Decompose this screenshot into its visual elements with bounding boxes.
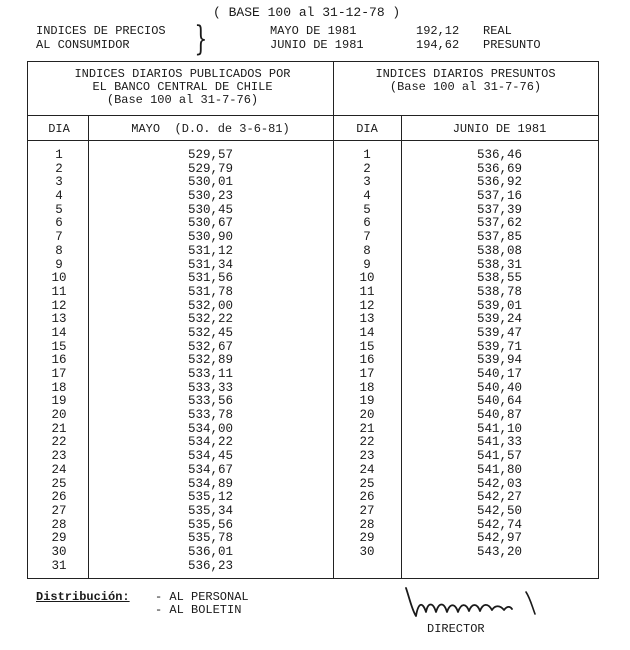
june-value: 194,62 <box>416 38 460 52</box>
distribution-item-boletin: - AL BOLETIN <box>155 603 242 617</box>
june-day-cell: 5 <box>363 202 371 217</box>
may-index-cell: 533,33 <box>187 380 233 395</box>
may-index-cell: 531,78 <box>187 284 233 299</box>
may-day-cell: 22 <box>51 435 67 450</box>
may-day-cell: 27 <box>51 503 67 518</box>
may-index-cell: 534,45 <box>187 449 233 464</box>
june-day-cell: 6 <box>363 216 371 231</box>
may-value-column <box>88 149 333 573</box>
may-day-cell: 18 <box>51 380 67 395</box>
june-index-cell: 537,62 <box>476 216 522 231</box>
may-day-cell: 4 <box>55 189 63 204</box>
may-label: MAYO DE 1981 <box>270 24 357 38</box>
june-index-cell: 539,71 <box>476 339 522 354</box>
june-index-cell: 536,46 <box>476 148 522 162</box>
may-index-cell: 535,12 <box>187 490 233 505</box>
may-index-cell: 534,00 <box>187 421 233 436</box>
may-index-cell: 529,79 <box>187 161 233 176</box>
june-day-cell: 12 <box>359 298 375 313</box>
june-day-cell: 19 <box>359 394 375 409</box>
may-index-cell: 535,78 <box>187 531 233 546</box>
may-index-cell: 530,01 <box>187 175 233 190</box>
table-left-border <box>27 61 28 579</box>
june-day-cell: 18 <box>359 380 375 395</box>
june-kind: PRESUNTO <box>483 38 541 52</box>
column-header-mayo: MAYO (D.O. de 3-6-81) <box>131 122 290 136</box>
june-index-cell: 540,64 <box>476 394 522 409</box>
may-index-cell: 531,56 <box>187 271 233 286</box>
may-day-cell: 21 <box>51 421 67 436</box>
june-index-cell: 539,94 <box>476 353 522 368</box>
june-day-cell: 13 <box>359 312 375 327</box>
june-day-cell: 17 <box>359 367 375 381</box>
may-index-cell: 534,67 <box>187 462 233 477</box>
may-day-cell: 7 <box>55 230 63 245</box>
june-day-cell: 22 <box>359 435 375 450</box>
may-index-cell: 530,67 <box>187 216 233 231</box>
june-index-cell: 542,74 <box>476 517 522 532</box>
may-index-cell: 530,90 <box>187 230 233 245</box>
june-index-cell: 538,31 <box>476 257 522 272</box>
right-heading-line2: (Base 100 al 31-7-76) <box>389 80 542 94</box>
june-day-cell: 2 <box>363 161 371 176</box>
director-label: DIRECTOR <box>427 622 485 636</box>
may-index-cell: 530,23 <box>187 189 233 204</box>
june-day-cell: 30 <box>359 544 375 559</box>
table-right-border <box>598 61 599 579</box>
may-index-cell: 532,89 <box>187 353 233 368</box>
may-day-cell: 25 <box>51 476 67 491</box>
may-index-cell: 532,67 <box>187 339 233 354</box>
june-day-cell: 15 <box>359 339 375 354</box>
may-index-cell: 533,78 <box>187 408 233 423</box>
right-heading-line1: INDICES DIARIOS PRESUNTOS <box>375 67 556 81</box>
june-index-cell: 541,80 <box>476 462 522 477</box>
left-heading-line1: INDICES DIARIOS PUBLICADOS POR <box>74 67 291 81</box>
may-index-cell: 532,22 <box>187 312 233 327</box>
june-index-cell: 538,08 <box>476 243 522 258</box>
may-day-cell: 12 <box>51 298 67 313</box>
june-index-cell: 542,03 <box>476 476 522 491</box>
june-day-cell: 8 <box>363 243 371 258</box>
may-day-cell: 30 <box>51 544 67 559</box>
june-index-cell: 536,69 <box>476 161 522 176</box>
june-day-cell: 26 <box>359 490 375 505</box>
may-day-cell: 6 <box>55 216 63 231</box>
may-day-cell: 16 <box>51 353 67 368</box>
may-day-cell: 15 <box>51 339 67 354</box>
may-index-cell: 533,56 <box>187 394 233 409</box>
june-day-cell: 20 <box>359 408 375 423</box>
may-kind: REAL <box>483 24 512 38</box>
may-day-cell: 3 <box>55 175 63 190</box>
may-day-cell: 26 <box>51 490 67 505</box>
june-index-cell: 537,39 <box>476 202 522 217</box>
may-day-cell: 1 <box>55 148 63 162</box>
may-day-cell: 31 <box>51 558 67 573</box>
base-title: ( BASE 100 al 31-12-78 ) <box>213 5 401 20</box>
may-day-cell: 20 <box>51 408 67 423</box>
may-index-cell: 536,23 <box>187 558 233 573</box>
distribution-label: Distribución: <box>36 590 130 604</box>
left-heading-line3: (Base 100 al 31-7-76) <box>106 93 259 107</box>
june-day-cell: 9 <box>363 257 371 272</box>
june-day-cell: 23 <box>359 449 375 464</box>
june-index-cell: 542,27 <box>476 490 522 505</box>
may-index-cell: 534,89 <box>187 476 233 491</box>
june-day-cell: 21 <box>359 421 375 436</box>
column-header-dia-june: DIA <box>356 122 378 136</box>
june-index-cell: 538,55 <box>476 271 522 286</box>
june-label: JUNIO DE 1981 <box>270 38 364 52</box>
may-value: 192,12 <box>416 24 460 38</box>
may-day-cell: 9 <box>55 257 63 272</box>
june-day-cell: 11 <box>359 284 375 299</box>
may-index-cell: 536,01 <box>187 544 233 559</box>
table-column-header-divider <box>27 140 599 141</box>
may-day-column <box>30 149 88 573</box>
june-day-cell: 28 <box>359 517 375 532</box>
table-top-border <box>27 61 599 62</box>
june-index-cell: 536,92 <box>476 175 522 190</box>
may-index-cell: 533,11 <box>187 367 233 381</box>
may-day-cell: 10 <box>51 271 67 286</box>
june-index-cell: 541,33 <box>476 435 522 450</box>
june-day-cell: 25 <box>359 476 375 491</box>
may-day-cell: 17 <box>51 367 67 381</box>
june-day-cell: 1 <box>363 148 371 162</box>
june-day-cell: 7 <box>363 230 371 245</box>
june-index-cell: 541,10 <box>476 421 522 436</box>
may-index-cell: 531,34 <box>187 257 233 272</box>
index-label-line1: INDICES DE PRECIOS <box>36 24 166 38</box>
may-day-cell: 5 <box>55 202 63 217</box>
left-heading-line2: EL BANCO CENTRAL DE CHILE <box>92 80 273 94</box>
june-day-cell: 3 <box>363 175 371 190</box>
june-day-column <box>333 149 401 560</box>
june-index-cell: 543,20 <box>476 544 522 559</box>
may-day-cell: 13 <box>51 312 67 327</box>
june-index-cell: 537,16 <box>476 189 522 204</box>
june-index-cell: 542,50 <box>476 503 522 518</box>
may-day-cell: 19 <box>51 394 67 409</box>
distribution-item-personal: - AL PERSONAL <box>155 590 249 604</box>
june-day-cell: 29 <box>359 531 375 546</box>
june-index-cell: 540,17 <box>476 367 522 381</box>
may-day-cell: 23 <box>51 449 67 464</box>
director-signature <box>400 578 560 626</box>
june-index-cell: 542,97 <box>476 531 522 546</box>
june-index-cell: 538,78 <box>476 284 522 299</box>
may-day-cell: 28 <box>51 517 67 532</box>
june-day-cell: 27 <box>359 503 375 518</box>
june-index-cell: 537,85 <box>476 230 522 245</box>
june-day-cell: 14 <box>359 325 375 340</box>
may-day-cell: 29 <box>51 531 67 546</box>
june-day-cell: 10 <box>359 271 375 286</box>
june-day-cell: 24 <box>359 462 375 477</box>
may-index-cell: 531,12 <box>187 243 233 258</box>
may-day-cell: 8 <box>55 243 63 258</box>
brace-mark: } <box>194 19 208 59</box>
june-index-cell: 539,01 <box>476 298 522 313</box>
june-index-cell: 539,47 <box>476 325 522 340</box>
may-index-cell: 532,00 <box>187 298 233 313</box>
may-index-cell: 535,56 <box>187 517 233 532</box>
june-index-cell: 540,40 <box>476 380 522 395</box>
may-index-cell: 535,34 <box>187 503 233 518</box>
may-day-cell: 14 <box>51 325 67 340</box>
may-index-cell: 529,57 <box>187 148 233 162</box>
may-day-cell: 11 <box>51 284 67 299</box>
column-header-junio: JUNIO DE 1981 <box>452 122 547 136</box>
table-header-divider <box>27 115 599 116</box>
may-index-cell: 534,22 <box>187 435 233 450</box>
may-day-cell: 2 <box>55 161 63 176</box>
june-index-cell: 541,57 <box>476 449 522 464</box>
june-value-column <box>401 149 598 560</box>
june-day-cell: 4 <box>363 189 371 204</box>
june-index-cell: 539,24 <box>476 312 522 327</box>
may-day-cell: 24 <box>51 462 67 477</box>
may-index-cell: 532,45 <box>187 325 233 340</box>
may-index-cell: 530,45 <box>187 202 233 217</box>
index-label-line2: AL CONSUMIDOR <box>36 38 130 52</box>
column-header-dia-may: DIA <box>48 122 70 136</box>
june-index-cell: 540,87 <box>476 408 522 423</box>
june-day-cell: 16 <box>359 353 375 368</box>
